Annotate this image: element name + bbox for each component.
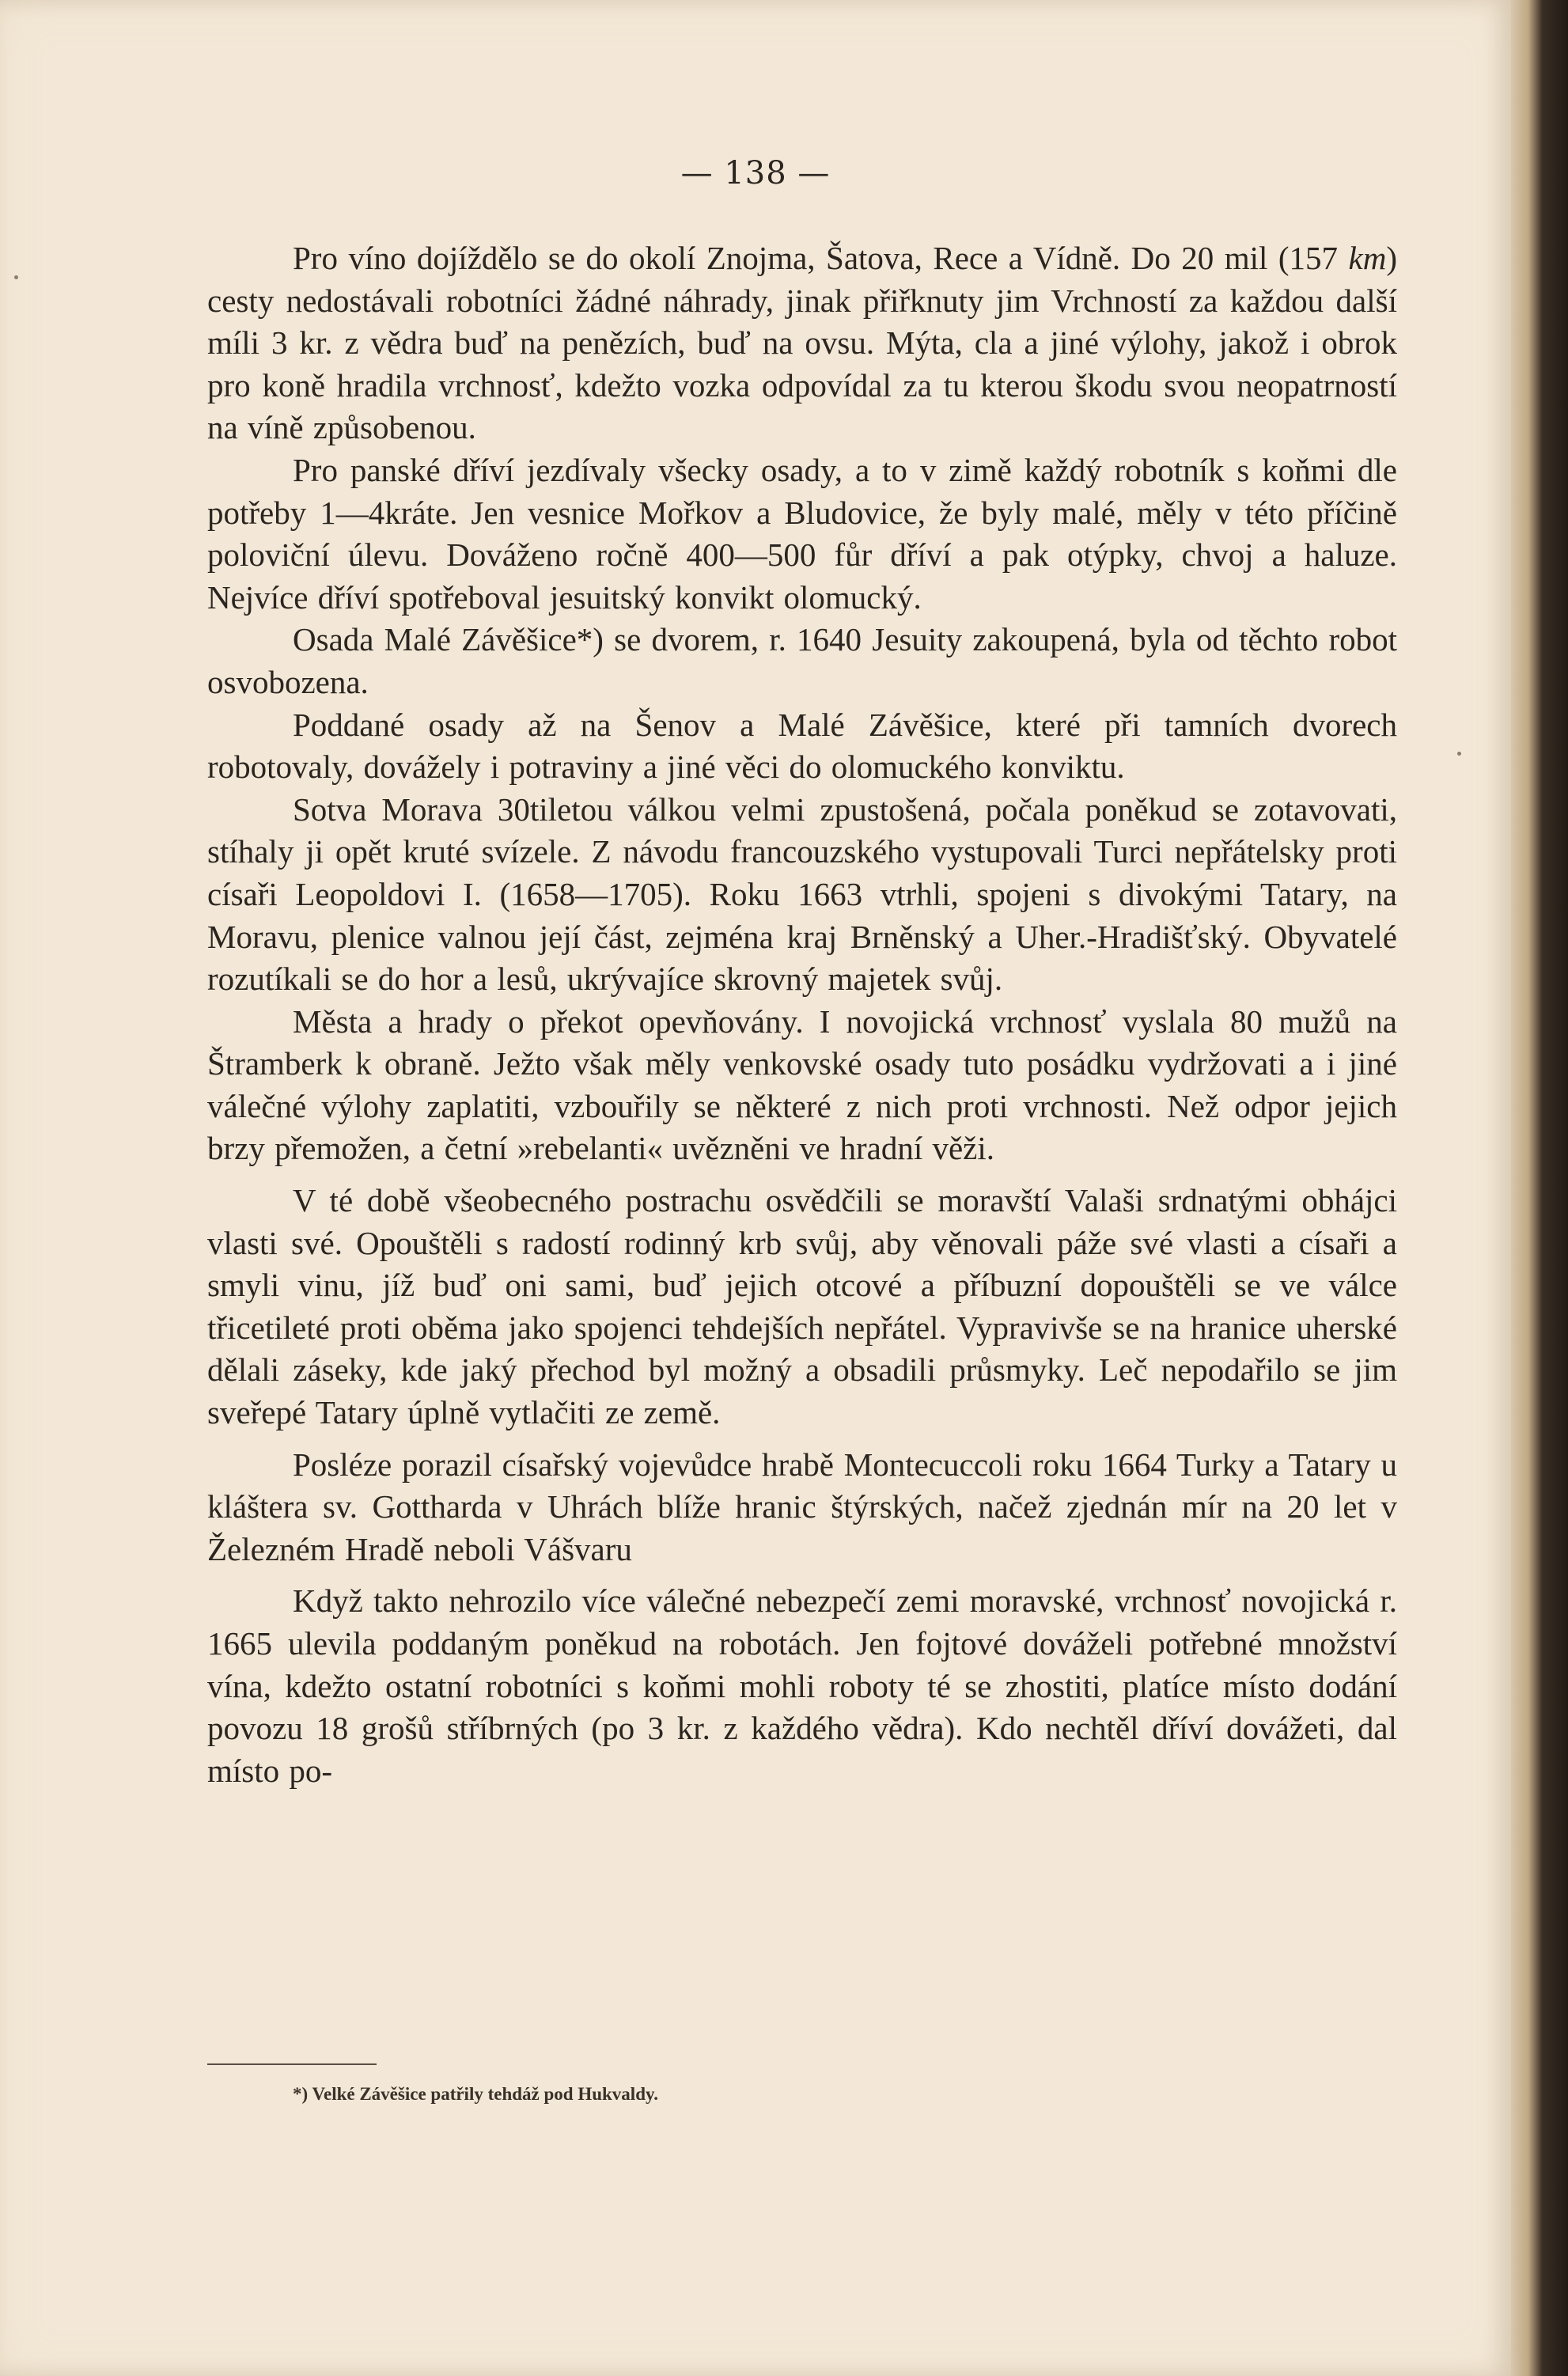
paragraph-4: Poddané osady až na Šenov a Malé Závěšice, které při tamních dvorech robotovaly, dovážely i potraviny a jiné věci do olomuckého konviktu.: [207, 706, 1397, 786]
paragraph-5: Sotva Morava 30tiletou válkou velmi zpustošená, počala poněkud se zotavovati, stíhaly ji opět kruté svízele. Z návodu francouzského vystupovali Turci nepřátelsky proti císaři Leopoldovi I. (1658—1705). Roku 1663 vtrhli, spojeni s divokými Tatary, na Moravu, plenice valnou její část, zejména kraj Brněnský a Uher.-Hradišťský. Obyvatelé rozutíkali se do hor a lesů, ukrývajíce skrovný majetek svůj.: [207, 790, 1397, 998]
paragraph-7: V té době všeobecného postrachu osvědčili se moravští Valaši srdnatými obhájci vlasti své. Opouštěli s radostí rodinný krb svůj, aby věnovali páže své vlasti a císaři a smyli vinu, jíž buď oni sami, buď jejich otcové a příbuzní dopouštěli se ve válce třicetileté proti oběma jako spojenci tehdejších nepřátel. Vypravivše se na hranice uherské dělali záseky, kde jaký přechod byl možný a obsadili průsmyky. Leč nepodařilo se jim sveřepé Tatary úplně vytlačiti ze země.: [207, 1182, 1397, 1431]
paragraph-9: Když takto nehrozilo více válečné nebezpečí zemi moravské, vrchnosť novojická r. 1665 ulevila poddaným poněkud na robotách. Jen fojtové dováželi potřebné množství vína, kdežto ostatní robotníci s koňmi mohli roboty té se zhostiti, platíce místo dodání povozu 18 grošů stříbrných (po 3 kr. z každého vědra). Kdo nechtěl dříví dovážeti, dal místo po-: [207, 1582, 1397, 1789]
paper-speck: [14, 275, 18, 279]
paper-speck: [1457, 752, 1461, 756]
paragraph-8: Posléze porazil císařský vojevůdce hrabě Montecuccoli roku 1664 Turky a Tatary u kláštera sv. Gottharda v Uhrách blíže hranic štýrských, načež zjednán mír na 20 let v Železném Hradě neboli Vášvaru: [207, 1446, 1397, 1567]
page-number: — 138 —: [680, 155, 831, 191]
footnote-divider: [207, 2063, 377, 2065]
page-edge: [1511, 0, 1568, 2376]
paragraph-6: Města a hrady o překot opevňovány. I novojická vrchnosť vyslala 80 mužů na Štramberk k obraně. Ježto však měly venkovské osady tuto posádku vydržovati a i jiné válečné výlohy zaplatiti, vzbouřily se některé z nich proti vrchnosti. Než odpor jejich brzy přemožen, a četní »rebelanti« uvězněni ve hradní věži.: [207, 1002, 1397, 1167]
footnote: *) Velké Závěšice patřily tehdáž pod Hukvaldy.: [293, 2084, 658, 2104]
emphasis-unit: km: [1348, 240, 1387, 276]
body-text: [207, 237, 1397, 1792]
paragraph-1: Pro víno dojíždělo se do okolí Znojma, Šatova, Rece a Vídně. Do 20 mil (157 km) cesty nedostávali robotníci žádné náhrady, jinak přiřknuty jim Vrchností za každou další míli 3 kr. z vědra buď na penězích, buď na ovsu. Mýta, cla a jiné výlohy, jakož i obrok pro koně hradila vrchnosť, kdežto vozka odpovídal za tu kterou škodu svou neopatrností na víně způsobenou.: [207, 240, 1397, 446]
paragraph-3: Osada Malé Závěšice*) se dvorem, r. 1640 Jesuity zakoupená, byla od těchto robot osvobozena.: [207, 621, 1397, 700]
paragraph-2: Pro panské dříví jezdívaly všecky osady, a to v zimě každý robotník s koňmi dle potřeby 1—4kráte. Jen vesnice Mořkov a Bludovice, že byly malé, měly v této příčině poloviční úlevu. Dováženo ročně 400—500 fůr dříví a pak otýpky, chvoj a haluze. Nejvíce dříví spotřeboval jesuitský konvikt olomucký.: [207, 451, 1397, 616]
